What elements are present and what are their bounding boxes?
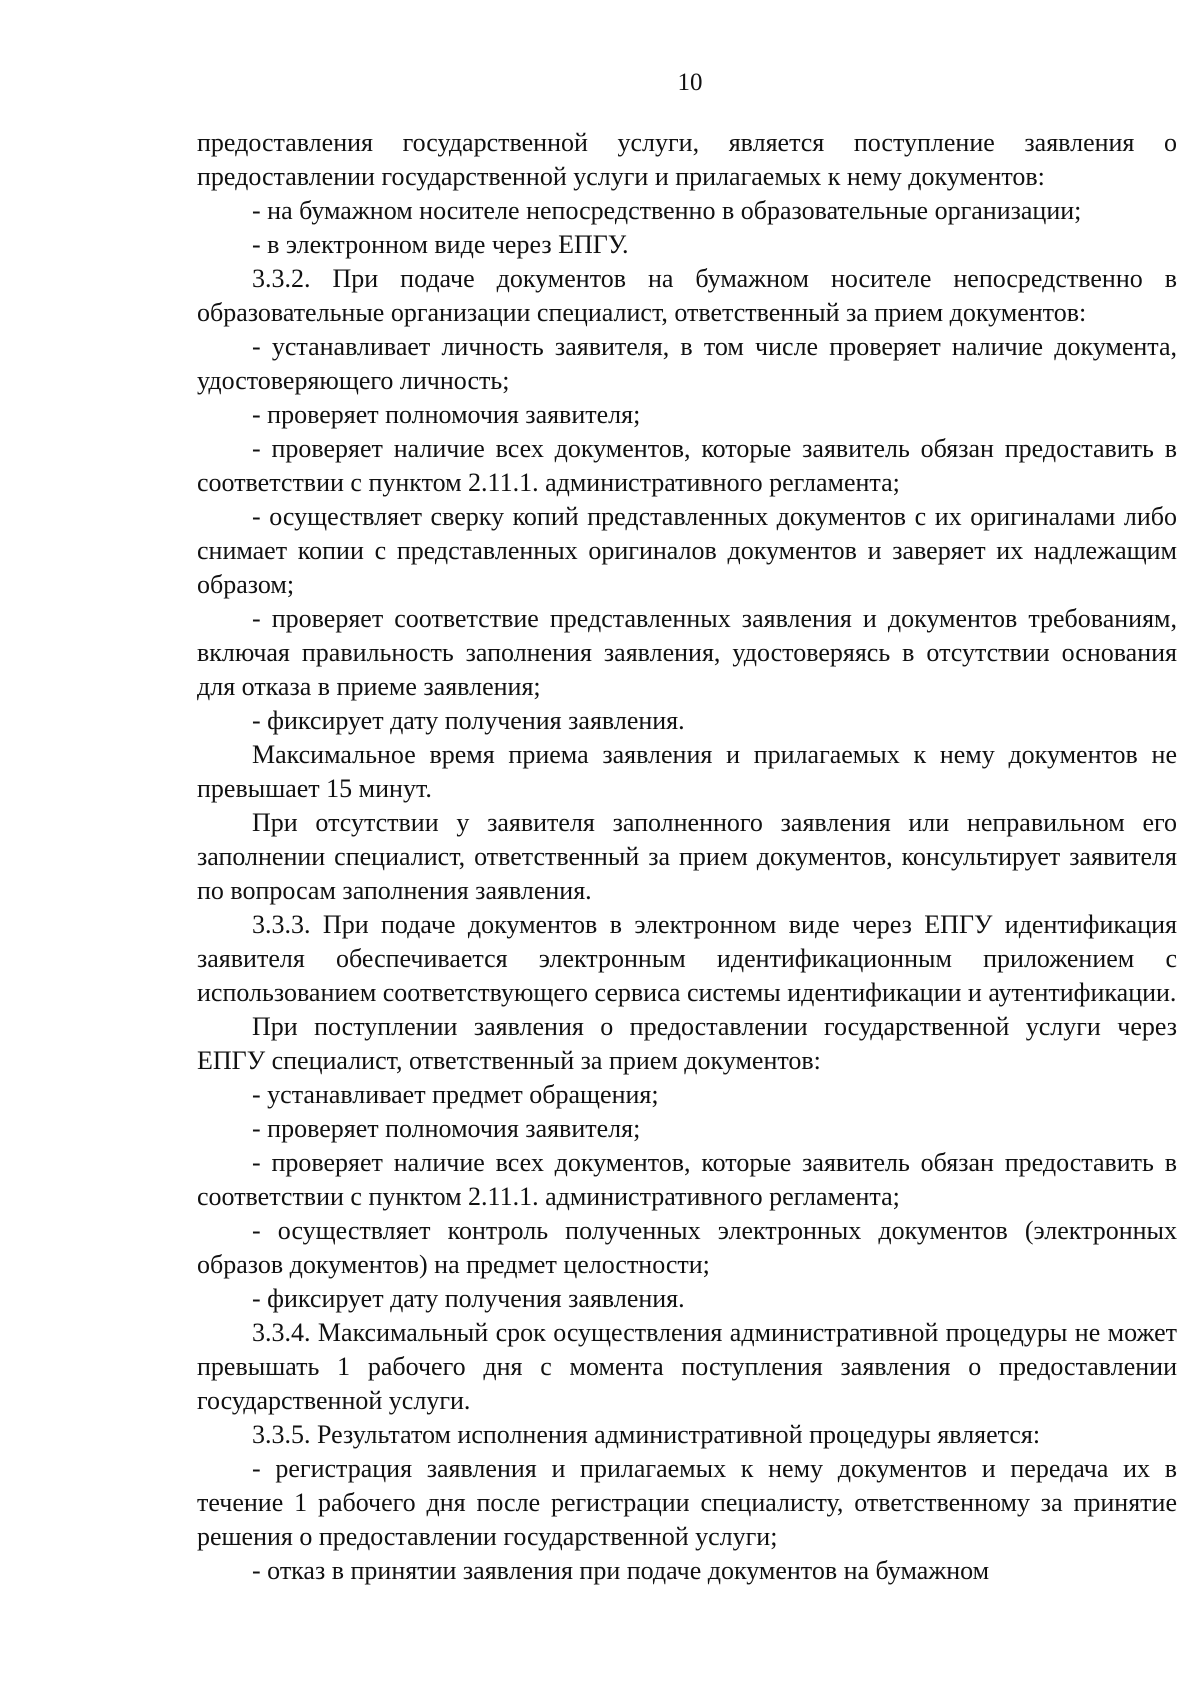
paragraph: 3.3.5. Результатом исполнения административной процедуры является:	[252, 1420, 1041, 1449]
paragraph: - проверяет полномочия заявителя;	[252, 400, 641, 429]
paragraph: Максимальное время приема заявления и прилагаемых к нему документов не превышает 15 минут.	[197, 740, 1177, 803]
paragraph: 3.3.4. Максимальный срок осуществления административной процедуры не может превышать 1 рабочего дня с момента поступления заявления о предоставлении государственной услуги.	[197, 1318, 1177, 1415]
document-body	[197, 126, 1177, 1588]
paragraph: 3.3.2. При подаче документов на бумажном носителе непосредственно в образовательные организации специалист, ответственный за прием документов:	[197, 264, 1177, 327]
paragraph: - осуществляет контроль полученных электронных документов (электронных образов документов) на предмет целостности;	[197, 1216, 1177, 1279]
paragraph: - на бумажном носителе непосредственно в образовательные организации;	[252, 196, 1082, 225]
paragraph: - проверяет наличие всех документов, которые заявитель обязан предоставить в соответствии с пунктом 2.11.1. административного регламента;	[197, 1148, 1177, 1211]
paragraph: предоставления государственной услуги, является поступление заявления о предоставлении государственной услуги и прилагаемых к нему документов:	[197, 128, 1177, 191]
paragraph: - фиксирует дату получения заявления.	[252, 1284, 685, 1313]
paragraph: 3.3.3. При подаче документов в электронном виде через ЕПГУ идентификация заявителя обеспечивается электронным идентификационным приложением с использованием соответствующего сервиса системы идентификации и аутентификации.	[197, 910, 1177, 1007]
paragraph: - отказ в принятии заявления при подаче документов на бумажном	[252, 1556, 990, 1585]
paragraph: - проверяет соответствие представленных заявления и документов требованиям, включая правильность заполнения заявления, удостоверяясь в отсутствии основания для отказа в приеме заявления;	[197, 604, 1177, 701]
paragraph: - устанавливает предмет обращения;	[252, 1080, 659, 1109]
paragraph: - проверяет полномочия заявителя;	[252, 1114, 641, 1143]
paragraph: - фиксирует дату получения заявления.	[252, 706, 685, 735]
paragraph: - в электронном виде через ЕПГУ.	[252, 230, 629, 259]
page-number: 10	[677, 69, 703, 96]
paragraph: - проверяет наличие всех документов, которые заявитель обязан предоставить в соответствии с пунктом 2.11.1. административного регламента;	[197, 434, 1177, 497]
paragraph: - регистрация заявления и прилагаемых к нему документов и передача их в течение 1 рабочего дня после регистрации специалисту, ответственному за принятие решения о предоставлении государственной услуги;	[197, 1454, 1177, 1551]
paragraph: - устанавливает личность заявителя, в том числе проверяет наличие документа, удостоверяющего личность;	[197, 332, 1177, 395]
paragraph: При отсутствии у заявителя заполненного заявления или неправильном его заполнении специалист, ответственный за прием документов, консультирует заявителя по вопросам заполнения заявления.	[197, 808, 1177, 905]
paragraph: - осуществляет сверку копий представленных документов с их оригиналами либо снимает копии с представленных оригиналов документов и заверяет их надлежащим образом;	[197, 502, 1177, 599]
paragraph: При поступлении заявления о предоставлении государственной услуги через ЕПГУ специалист, ответственный за прием документов:	[197, 1012, 1177, 1075]
